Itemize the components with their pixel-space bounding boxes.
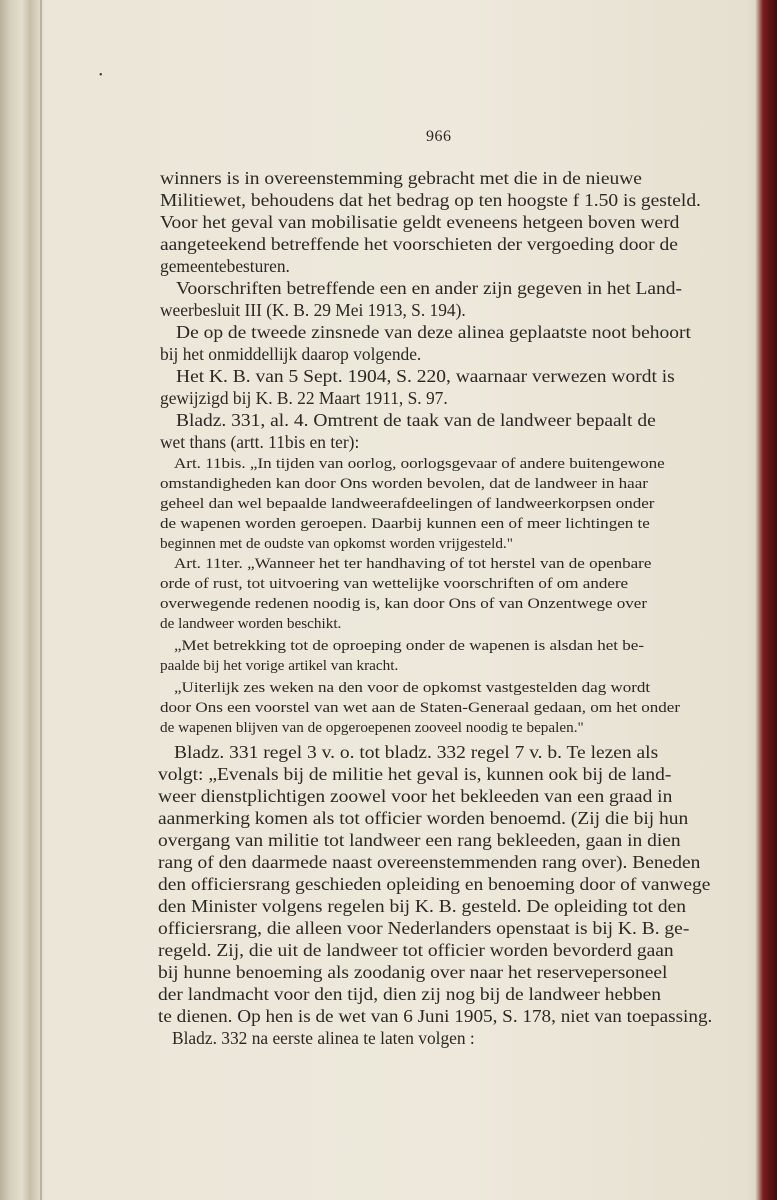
text-line: Het K. B. van 5 Sept. 1904, S. 220, waarnaar verwezen wordt is: [176, 366, 675, 386]
text-line: weerbesluit III (K. B. 29 Mei 1913, S. 194).: [160, 300, 466, 320]
text-line: volgt: „Evenals bij de militie het geval is, kunnen ook bij de land-: [158, 764, 672, 784]
text-line: den officiersrang geschieden opleiding en benoeming door of vanwege: [158, 874, 711, 894]
text-line: de landweer worden beschikt.: [160, 615, 342, 632]
text-line: wet thans (artt. 11bis en ter):: [160, 432, 360, 452]
text-line: der landmacht voor den tijd, dien zij nog bij de landweer hebben: [158, 984, 662, 1004]
text-line: Bladz. 331 regel 3 v. o. tot bladz. 332 regel 7 v. b. Te lezen als: [174, 742, 659, 762]
page-number: 966: [426, 128, 452, 145]
text-line: Art. 11bis. „In tijden van oorlog, oorlogsgevaar of andere buitengewone: [174, 455, 665, 472]
book-spine: [0, 0, 44, 1200]
text-line: Voor het geval van mobilisatie geldt eveneens hetgeen boven werd: [160, 212, 680, 232]
text-line: de wapenen worden geroepen. Daarbij kunnen een of meer lichtingen te: [160, 515, 650, 532]
text-line: aanmerking komen als tot officier worden benoemd. (Zij die bij hun: [158, 808, 689, 828]
text-line: omstandigheden kan door Ons worden bevolen, dat de landweer in haar: [160, 475, 648, 492]
text-line: overgang van militie tot landweer een rang bekleeden, gaan in dien: [158, 830, 681, 850]
text-line: te dienen. Op hen is de wet van 6 Juni 1905, S. 178, niet van toepassing.: [158, 1006, 713, 1026]
text-line: den Minister volgens regelen bij K. B. gesteld. De opleiding tot den: [158, 896, 686, 916]
text-line: rang of den daarmede naast overeenstemmenden rang over). Beneden: [158, 852, 701, 872]
text-line: Bladz. 332 na eerste alinea te laten volgen :: [172, 1028, 475, 1048]
text-line: beginnen met de oudste van opkomst worden vrijgesteld.": [160, 535, 513, 552]
text-line: Voorschriften betreffende een en ander zijn gegeven in het Land-: [176, 278, 683, 298]
text-line: officiersrang, die alleen voor Nederlanders openstaat is bij K. B. ge-: [158, 918, 690, 938]
text-line: „Uiterlijk zes weken na den voor de opkomst vastgestelden dag wordt: [174, 679, 651, 696]
spine-fold-line: [40, 0, 42, 1200]
text-line: geheel dan wel bepaalde landweerafdeelingen of landweerkorpsen onder: [160, 495, 655, 512]
text-line: aangeteekend betreffende het voorschieten der vergoeding door de: [160, 234, 678, 254]
text-line: Bladz. 331, al. 4. Omtrent de taak van de landweer bepaalt de: [176, 410, 656, 430]
text-line: weer dienstplichtigen zoowel voor het bekleeden van een graad in: [158, 786, 673, 806]
text-line: door Ons een voorstel van wet aan de Staten-Generaal gedaan, om het onder: [160, 699, 681, 716]
text-line: orde of rust, tot uitvoering van wettelijke voorschriften of om andere: [160, 575, 629, 592]
text-line: winners is in overeenstemming gebracht met die in de nieuwe: [160, 168, 642, 188]
text-line: gewijzigd bij K. B. 22 Maart 1911, S. 97.: [160, 388, 448, 408]
text-line: bij het onmiddellijk daarop volgende.: [160, 344, 422, 364]
text-line: Art. 11ter. „Wanneer het ter handhaving of tot herstel van de openbare: [174, 555, 652, 572]
text-line: de wapenen blijven van de opgeroepenen zooveel noodig te bepalen.": [160, 719, 584, 736]
text-line: Militiewet, behoudens dat het bedrag op ten hoogste f 1.50 is gesteld.: [160, 190, 701, 210]
text-line: De op de tweede zinsnede van deze alinea geplaatste noot behoort: [176, 322, 691, 342]
ink-speck: •: [99, 70, 103, 81]
page-edge: [755, 0, 777, 1200]
text-line: „Met betrekking tot de oproeping onder de wapenen is alsdan het be-: [174, 637, 644, 654]
text-line: regeld. Zij, die uit de landweer tot officier worden bevorderd gaan: [158, 940, 674, 960]
text-line: bij hunne benoeming als zoodanig over naar het reservepersoneel: [158, 962, 668, 982]
text-line: paalde bij het vorige artikel van kracht.: [160, 657, 399, 674]
text-line: gemeentebesturen.: [160, 256, 290, 276]
text-line: overwegende redenen noodig is, kan door Ons of van Onzentwege over: [160, 595, 647, 612]
